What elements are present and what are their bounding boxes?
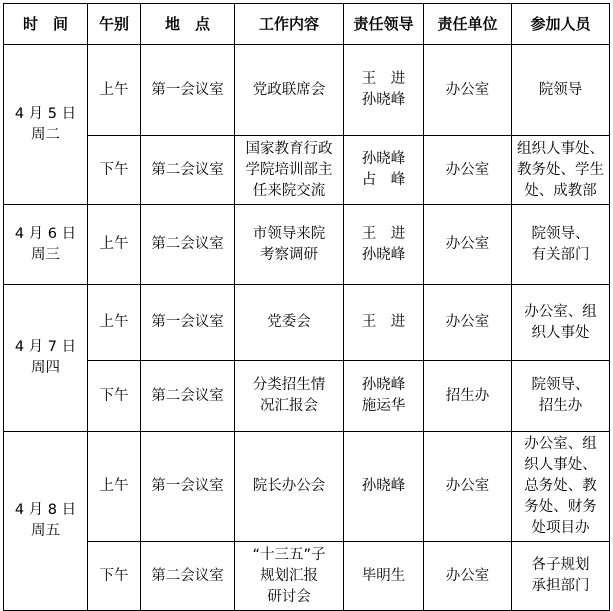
attendees-cell: 组织人事处、 教务处、学生 处、成教部: [512, 136, 610, 205]
place-cell: 第一会议室: [141, 432, 235, 542]
header-row: [4, 4, 610, 45]
attendees-cell: 办公室、组 织人事处、 总务处、教 务处、财务 处项目办: [512, 432, 610, 542]
session-cell: 下午: [88, 136, 141, 205]
unit-cell: 办公室: [424, 432, 512, 542]
content-cell: 党委会: [235, 285, 344, 361]
table-row: [4, 285, 610, 361]
content-cell: 党政联席会: [235, 45, 344, 136]
session-cell: 上午: [88, 205, 141, 285]
place-cell: 第二会议室: [141, 542, 235, 611]
leader-cell: 王 进 孙晓峰: [344, 45, 424, 136]
schedule-table: [3, 3, 610, 611]
attendees-cell: 院领导、 招生办: [512, 361, 610, 432]
place-cell: 第一会议室: [141, 45, 235, 136]
place-cell: 第二会议室: [141, 205, 235, 285]
date-cell: 4 月 7 日 周四: [4, 285, 88, 432]
date-cell: 4 月 6 日 周三: [4, 205, 88, 285]
date-cell: 4 月 8 日 周五: [4, 432, 88, 611]
header-leader: 责任领导: [344, 4, 424, 45]
place-cell: 第二会议室: [141, 361, 235, 432]
leader-cell: 王 进 孙晓峰: [344, 205, 424, 285]
content-cell: 国家教育行政 学院培训部主 任来院交流: [235, 136, 344, 205]
unit-cell: 招生办: [424, 361, 512, 432]
header-unit: 责任单位: [424, 4, 512, 45]
header-attendees: 参加人员: [512, 4, 610, 45]
unit-cell: 办公室: [424, 542, 512, 611]
session-cell: 下午: [88, 542, 141, 611]
content-cell: 院长办公会: [235, 432, 344, 542]
content-cell: “十三五”子 规划汇报 研讨会: [235, 542, 344, 611]
table-row: [4, 45, 610, 136]
attendees-cell: 办公室、组 织人事处: [512, 285, 610, 361]
content-cell: 分类招生情 况汇报会: [235, 361, 344, 432]
unit-cell: 办公室: [424, 285, 512, 361]
table-row: [4, 432, 610, 542]
unit-cell: 办公室: [424, 136, 512, 205]
header-time: 时 间: [4, 4, 88, 45]
leader-cell: 孙晓峰 施运华: [344, 361, 424, 432]
unit-cell: 办公室: [424, 205, 512, 285]
leader-cell: 毕明生: [344, 542, 424, 611]
session-cell: 上午: [88, 432, 141, 542]
attendees-cell: 各子规划 承担部门: [512, 542, 610, 611]
date-cell: 4 月 5 日 周二: [4, 45, 88, 205]
leader-cell: 孙晓峰 占 峰: [344, 136, 424, 205]
attendees-cell: 院领导: [512, 45, 610, 136]
header-place: 地 点: [141, 4, 235, 45]
header-content: 工作内容: [235, 4, 344, 45]
unit-cell: 办公室: [424, 45, 512, 136]
content-cell: 市领导来院 考察调研: [235, 205, 344, 285]
leader-cell: 王 进: [344, 285, 424, 361]
table-row: [4, 542, 610, 611]
session-cell: 上午: [88, 45, 141, 136]
session-cell: 上午: [88, 285, 141, 361]
place-cell: 第一会议室: [141, 285, 235, 361]
leader-cell: 孙晓峰: [344, 432, 424, 542]
attendees-cell: 院领导、 有关部门: [512, 205, 610, 285]
place-cell: 第二会议室: [141, 136, 235, 205]
table-row: [4, 361, 610, 432]
session-cell: 下午: [88, 361, 141, 432]
table-row: [4, 136, 610, 205]
header-session: 午别: [88, 4, 141, 45]
table-row: [4, 205, 610, 285]
